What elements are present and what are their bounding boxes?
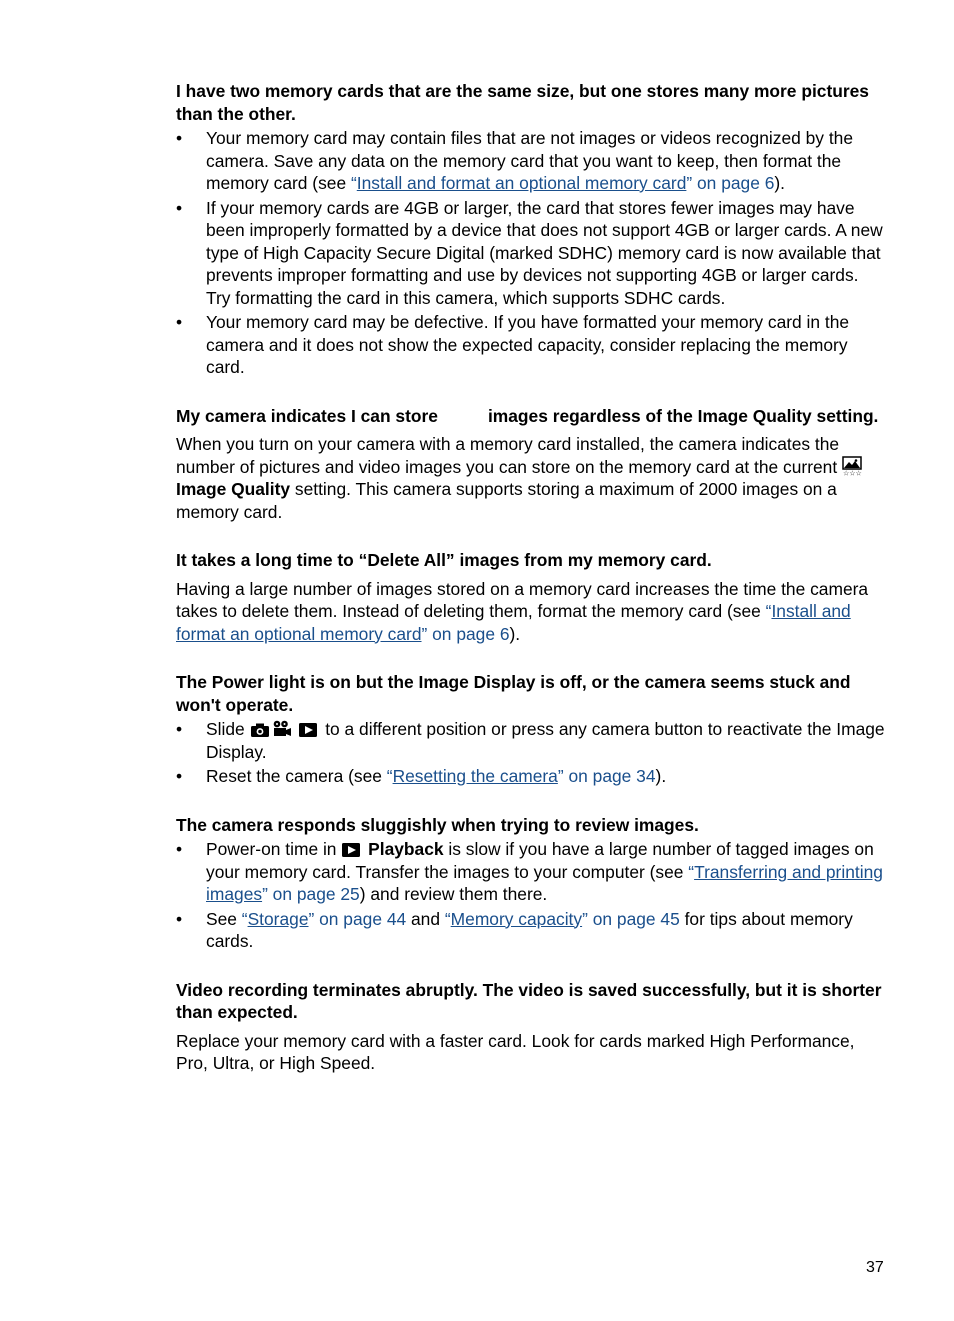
- playback-icon: [298, 722, 318, 738]
- section-sluggish-review: [176, 814, 886, 953]
- link-resetting-camera[interactable]: “Resetting the camera” on page 34: [386, 766, 656, 786]
- link-storage[interactable]: “Storage” on page 44: [241, 908, 407, 929]
- camera-icon: [250, 722, 270, 738]
- bullet-marker: •: [176, 766, 183, 786]
- list-item: • See “Storage” on page 44 and “Memory capacity” on page 45 for tips about memory cards.: [176, 908, 853, 951]
- section-heading: Video recording terminates abruptly. The video is saved successfully, but it is shorter than expected.: [176, 979, 882, 1022]
- item-text: ).: [774, 173, 786, 193]
- section-delete-all: [176, 549, 886, 645]
- section-heading: I have two memory cards that are the same size, but one stores many more pictures than the other.: [176, 81, 869, 124]
- bullet-marker: •: [176, 908, 183, 929]
- bullet-list: [176, 718, 886, 788]
- video-icon: [272, 720, 292, 738]
- link-install-format-card[interactable]: “Install and format an optional memory card” on page 6: [350, 173, 775, 193]
- page-content: [176, 80, 886, 1101]
- section-heading: The camera responds sluggishly when trying to review images.: [176, 814, 699, 835]
- section-store-count: [176, 405, 886, 524]
- bullet-marker: •: [176, 197, 183, 218]
- paragraph: Having a large number of images stored on a memory card increases the time the camera takes to delete them. Instead of deleting them, format the memory card (see “Install and format an optional memory card” on page 6).: [176, 578, 869, 644]
- bullet-marker: •: [176, 312, 183, 332]
- list-item: • Power-on time in Playback is slow if you have a large number of tagged images on your memory card. Transfer the images to your computer (see “Transferring and printing images” on page 25) and review them there.: [176, 839, 883, 904]
- bullet-list: [176, 127, 886, 379]
- bullet-marker: •: [176, 839, 183, 859]
- list-item: • Slide to a different position or press any camera button to reactivate the Image Display.: [176, 719, 885, 762]
- link-memory-capacity[interactable]: “Memory capacity” on page 45: [444, 908, 680, 929]
- playback-icon: [341, 842, 361, 858]
- link-install-format-card[interactable]: “Install and format an optional memory card” on page 6: [176, 601, 851, 644]
- list-item: • Reset the camera (see “Resetting the camera” on page 34).: [176, 766, 667, 786]
- paragraph: Replace your memory card with a faster card. Look for cards marked High Performance, Pro, Ultra, or High Speed.: [176, 1030, 855, 1073]
- svg-text:☆☆☆: ☆☆☆: [843, 469, 862, 476]
- bullet-marker: •: [176, 128, 183, 148]
- section-power-light: [176, 671, 886, 788]
- section-heading: The Power light is on but the Image Display is off, or the camera seems stuck and won't operate.: [176, 672, 851, 715]
- item-text: Your memory card may be defective. If you have formatted your memory card in the camera and it does not show the expected capacity, consider replacing the memory card.: [206, 312, 850, 377]
- image-quality-icon: [842, 456, 862, 476]
- bullet-list: [176, 838, 886, 953]
- section-memory-card-size: [176, 80, 886, 379]
- bullet-marker: •: [176, 719, 183, 739]
- section-heading: It takes a long time to “Delete All” images from my memory card.: [176, 550, 712, 570]
- section-heading: My camera indicates I can store images regardless of the Image Quality setting.: [176, 405, 879, 426]
- list-item: [176, 127, 886, 195]
- item-text: If your memory cards are 4GB or larger, the card that stores fewer images may have been improperly formatted by a device that does not support 4GB or larger cards. A new type of High Capacity Secure Digital (marked SDHC) memory card is now available that prevents improper formatting and use by devices not supporting 4GB or larger cards. Try formatting the card in this camera, which supports SDHC cards.: [206, 197, 883, 308]
- paragraph: When you turn on your camera with a memory card installed, the camera indicates the number of pictures and video images you can store on the memory card at the current ☆☆☆ Image Quality setting. This camera supports storing a maximum of 2000 images on a memory card.: [176, 434, 862, 522]
- list-item: [176, 311, 886, 379]
- list-item: [176, 197, 886, 310]
- section-video-terminates: [176, 979, 886, 1075]
- item-text: Your memory card may contain files that are not images or videos recognized by the camera. Save any data on the memory card that you want to keep, then format the memory card (see: [206, 128, 854, 193]
- page-number: 37: [866, 1259, 884, 1276]
- link-transferring-printing[interactable]: “Transferring and printing images” on page 25: [206, 861, 883, 904]
